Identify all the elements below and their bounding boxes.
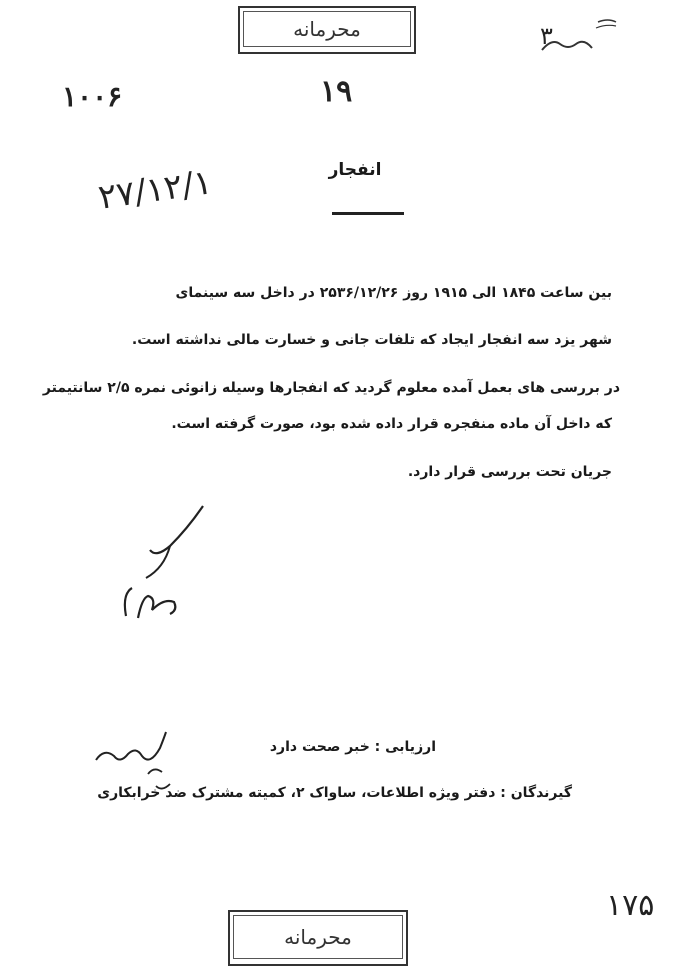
confidential-stamp-bottom — [228, 910, 408, 966]
corner-scribble — [538, 10, 618, 60]
handwritten-signature-mid — [108, 498, 228, 638]
document-number: ۱۰۰۶ — [62, 80, 123, 113]
document-title: انفجار — [328, 160, 382, 180]
report-line-2: شهر یزد سه انفجار ایجاد که تلفات جانی و خسارت مالی نداشته است. — [131, 332, 612, 348]
report-line-1: بین ساعت ۱۸۴۵ الی ۱۹۱۵ روز ۲۵۳۶/۱۲/۲۶ در داخل سه سینمای — [175, 285, 612, 301]
title-underline — [332, 212, 404, 215]
stamp-top-text: محرمانه — [243, 11, 411, 47]
stamp-bottom-text: محرمانه — [233, 915, 403, 959]
page-number: ۱۹ — [320, 74, 353, 109]
assessment-line: ارزیابی : خبر صحت دارد — [269, 739, 436, 755]
handwritten-reference: ۲۷/۱۲/۱ — [95, 162, 215, 218]
report-line-4: که داخل آن ماده منفجره قرار داده شده بود، صورت گرفته است. — [171, 416, 612, 432]
corner-mark: ۳ — [540, 22, 553, 50]
confidential-stamp-top — [238, 6, 416, 54]
report-line-5: جریان تحت بررسی قرار دارد. — [407, 464, 612, 480]
recipients-line: گیرندگان : دفتر ویژه اطلاعات، ساواک ۲، کمیته مشترک ضد خرابکاری — [97, 785, 572, 801]
page-footnote: ۱۷۵ — [606, 888, 655, 923]
report-line-3: در بررسی های بعمل آمده معلوم گردید که انفجارها وسیله زانوئی نمره ۲/۵ سانتیمتر — [42, 380, 620, 396]
handwritten-signature-bottom — [88, 726, 198, 806]
